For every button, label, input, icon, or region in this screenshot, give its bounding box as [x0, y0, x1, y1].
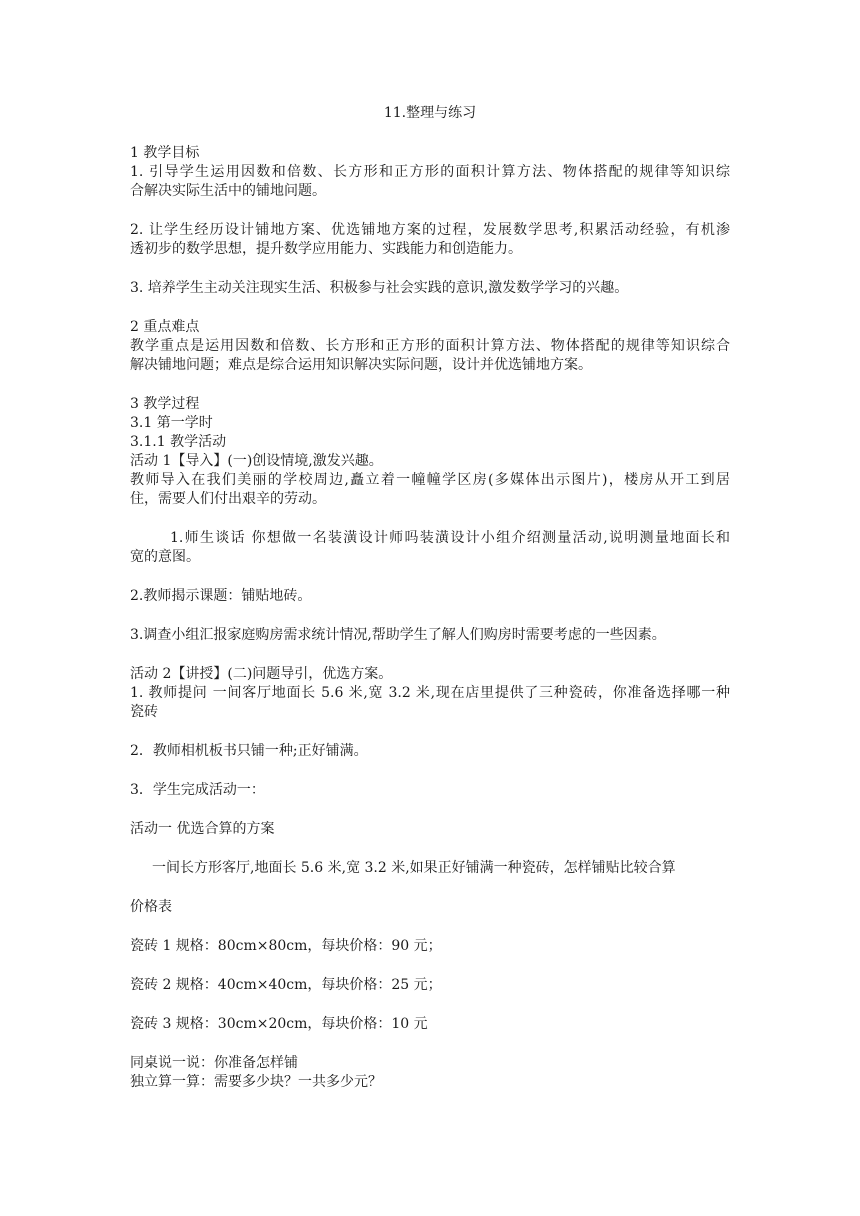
section-heading-process: 3 教学过程 [130, 396, 200, 412]
question-3: 3．学生完成活动一： [130, 782, 265, 798]
key-points-line-1: 教学重点是运用因数和倍数、长方形和正方形的面积计算方法、物体搭配的规律等知识综合 [130, 338, 730, 354]
tile-2-spec: 瓷砖 2 规格：40cm×40cm，每块价格：25 元； [130, 977, 442, 993]
activity-1-heading: 活动 1【导入】(一)创设情境,激发兴趣。 [130, 453, 383, 469]
document-page [130, 0, 730, 1216]
reveal-topic: 2.教师揭示课题：铺贴地砖。 [130, 588, 312, 604]
activity-1-paragraph-line-1: 教师导入在我们美丽的学校周边,矗立着一幢幢学区房(多媒体出示图片)，楼房从开工到居 [130, 472, 730, 488]
teacher-talk-line-1: 1.师生谈话 你想做一名装潢设计师吗装潢设计小组介绍测量活动,说明测量地面长和 [170, 530, 730, 546]
calculate-prompt: 独立算一算：需要多少块？一共多少元？ [130, 1074, 382, 1090]
subsection-teaching-activities: 3.1.1 教学活动 [130, 434, 227, 450]
question-1-line-1: 1. 教师提问 一间客厅地面长 5.6 米,宽 3.2 米,现在店里提供了三种瓷砖，你准备选择哪一种 [130, 685, 730, 701]
question-1-line-2: 瓷砖 [130, 704, 158, 720]
objective-1-line-1: 1. 引导学生运用因数和倍数、长方形和正方形的面积计算方法、物体搭配的规律等知识综 [130, 164, 730, 180]
document-title: 11.整理与练习 [383, 105, 477, 121]
objective-2-line-1: 2. 让学生经历设计铺地方案、优选铺地方案的过程，发展数学思考,积累活动经验，有机渗 [130, 222, 730, 238]
price-table-label: 价格表 [130, 899, 172, 915]
subsection-first-period: 3.1 第一学时 [130, 415, 213, 431]
objective-3: 3. 培养学生主动关注现实生活、积极参与社会实践的意识,激发数学学习的兴趣。 [130, 280, 629, 296]
survey-report: 3.调查小组汇报家庭购房需求统计情况,帮助学生了解人们购房时需要考虑的一些因素。 [130, 627, 666, 643]
activity-one-title: 活动一 优选合算的方案 [130, 821, 275, 837]
section-heading-objectives: 1 教学目标 [130, 145, 200, 161]
activity-1-paragraph-line-2: 住，需要人们付出艰辛的劳动。 [130, 491, 326, 507]
tile-3-spec: 瓷砖 3 规格：30cm×20cm，每块价格：10 元 [130, 1016, 428, 1032]
problem-statement: 一间长方形客厅,地面长 5.6 米,宽 3.2 米,如果正好铺满一种瓷砖，怎样铺贴比较合算 [152, 860, 676, 876]
objective-1-line-2: 合解决实际生活中的铺地问题。 [130, 183, 326, 199]
key-points-line-2: 解决铺地问题；难点是综合运用知识解决实际问题，设计并优选铺地方案。 [130, 357, 592, 373]
tile-1-spec: 瓷砖 1 规格：80cm×80cm，每块价格：90 元； [130, 938, 442, 954]
section-heading-key-points: 2 重点难点 [130, 319, 200, 335]
teacher-talk-line-2: 宽的意图。 [130, 549, 200, 565]
discuss-prompt: 同桌说一说：你准备怎样铺 [130, 1055, 298, 1071]
objective-2-line-2: 透初步的数学思想，提升数学应用能力、实践能力和创造能力。 [130, 241, 522, 257]
activity-2-heading: 活动 2【讲授】(二)问题导引，优选方案。 [130, 666, 393, 682]
question-2: 2．教师相机板书只铺一种;正好铺满。 [130, 743, 368, 759]
